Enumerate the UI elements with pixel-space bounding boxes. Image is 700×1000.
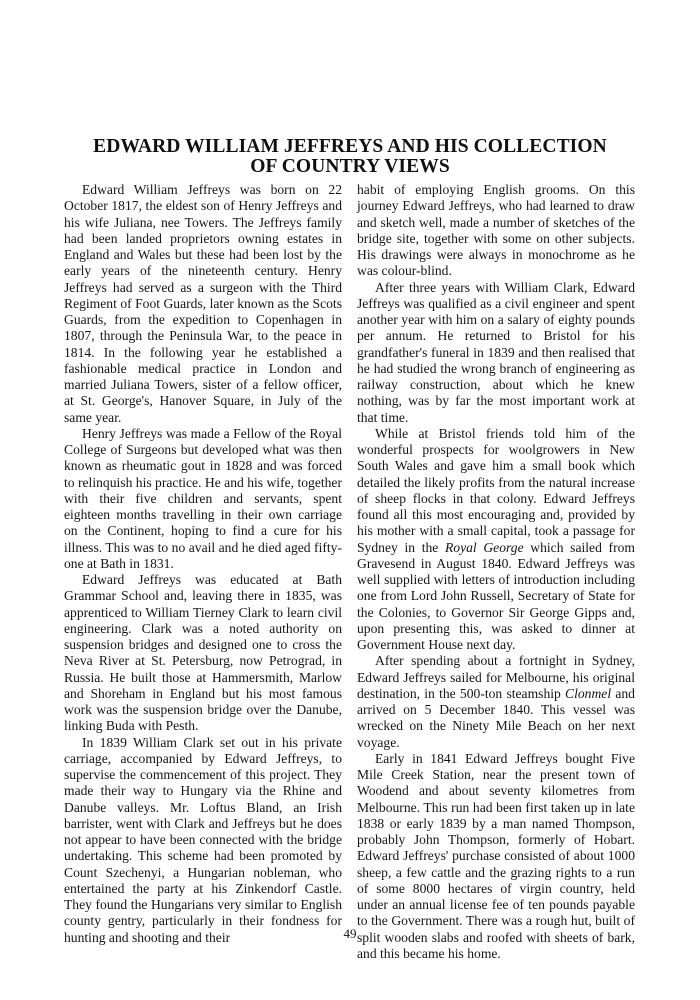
title-line-1: EDWARD WILLIAM JEFFREYS AND HIS COLLECTION bbox=[93, 136, 607, 157]
text-run: which sailed from Gravesend in August 1840. Edward Jeffreys was well supplied with letters of introduction including one from Lord John Russell, Secretary of State for the Colonies, to Governor Sir George Gipps and, upon presenting this, was asked to dinner at Government House next day. bbox=[357, 539, 635, 652]
article-title bbox=[40, 137, 660, 177]
paragraph: Early in 1841 Edward Jeffreys bought Five Mile Creek Station, near the present town of Woodend and about seventy kilometres from Melbourne. This run had been first taken up in late 1838 or early 1839 by a man named Thompson, probably John Thompson, formerly of Hobart. Edward Jeffreys' purchase consisted of about 1000 sheep, a few cattle and the grazing rights to a run of some 8000 hectares of virgin country, held under an annual license fee of ten pounds payable to the Government. There was a rough hut, built of split wooden slabs and roofed with sheets of bark, and this became his home. bbox=[357, 750, 635, 961]
paragraph: Henry Jeffreys was made a Fellow of the Royal College of Surgeons but developed what was then known as rheumatic gout in 1828 and was forced to relinquish his practice. He and his wife, together with their five children and servants, spent eighteen months travelling in their own carriage on the Continent, hoping to find a cure for his illness. This was to no avail and he died aged fifty-one at Bath in 1831. bbox=[64, 425, 342, 571]
paragraph: habit of employing English grooms. On this journey Edward Jeffreys, who had learned to draw and sketch well, made a number of sketches of the bridge site, together with some on other subjects. His drawings were always in monochrome as he was colour-blind. bbox=[357, 182, 635, 279]
paragraph bbox=[357, 653, 635, 751]
title-line-2: OF COUNTRY VIEWS bbox=[250, 156, 450, 177]
right-column bbox=[357, 182, 635, 962]
page-number: 49 bbox=[343, 926, 357, 941]
paragraph: Edward Jeffreys was educated at Bath Grammar School and, leaving there in 1835, was apprenticed to William Tierney Clark to learn civil engineering. Clark was a noted authority on suspension bridges and designed one to cross the Neva River at St. Petersburg, now Petrograd, in Russia. He built those at Hammersmith, Marlow and Shoreham in England but his most famous work was the suspension bridge over the Danube, linking Buda with Pesth. bbox=[64, 572, 342, 734]
ship-name: Royal George bbox=[444, 539, 524, 555]
text-run: While at Bristol friends told him of the wonderful prospects for woolgrowers in New South Wales and gave him a small book which detailed the likely profits from the natural increase of sheep flocks in that colony. Edward Jeffreys found all this most encouraging and, provided by his mother with a small capital, took a passage for Sydney in the bbox=[357, 425, 635, 555]
paragraph: After three years with William Clark, Edward Jeffreys was qualified as a civil engineer and spent another year with him on a salary of eighty pounds per annum. He returned to Bristol for his grandfather's funeral in 1839 and then realised that he had studied the wrong branch of engineering as railway construction, about which he knew nothing, was by far the most important work at that time. bbox=[357, 279, 635, 425]
text-run: and arrived on 5 December 1840. This vessel was wrecked on the Ninety Mile Beach on her next voyage. bbox=[357, 685, 635, 750]
paragraph: In 1839 William Clark set out in his private carriage, accompanied by Edward Jeffreys, to supervise the commencement of this project. They made their way to Hungary via the Rhine and Danube valleys. Mr. Loftus Bland, an Irish barrister, went with Clark and Jeffreys but he does not appear to have been connected with the bridge undertaking. This scheme had been promoted by Count Szechenyi, a Hungarian nobleman, who entertained the party at his Zinkendorf Castle. They found the Hungarians very similar to English county gentry, particularly in their fondness for hunting and shooting and their bbox=[64, 734, 342, 945]
left-column bbox=[64, 182, 342, 946]
paragraph bbox=[357, 426, 635, 654]
text-run: After spending about a fortnight in Sydney, Edward Jeffreys sailed for Melbourne, his original destination, in the 500-ton steamship bbox=[357, 653, 635, 701]
paragraph: Edward William Jeffreys was born on 22 October 1817, the eldest son of Henry Jeffreys and his wife Juliana, nee Towers. The Jeffreys family had been landed proprietors owning estates in England and Wales but these had been lost by the early years of the nineteenth century. Henry Jeffreys had served as a surgeon with the Third Regiment of Foot Guards, later known as the Scots Guards, from the expedition to Copenhagen in 1807, through the Peninsula War, to the peace in 1814. In the following year he established a fashionable medical practice in London and married Juliana Towers, sister of a fellow officer, at St. George's, Hanover Square, in July of the same year. bbox=[64, 182, 342, 425]
ship-name: Clonmel bbox=[565, 685, 612, 701]
